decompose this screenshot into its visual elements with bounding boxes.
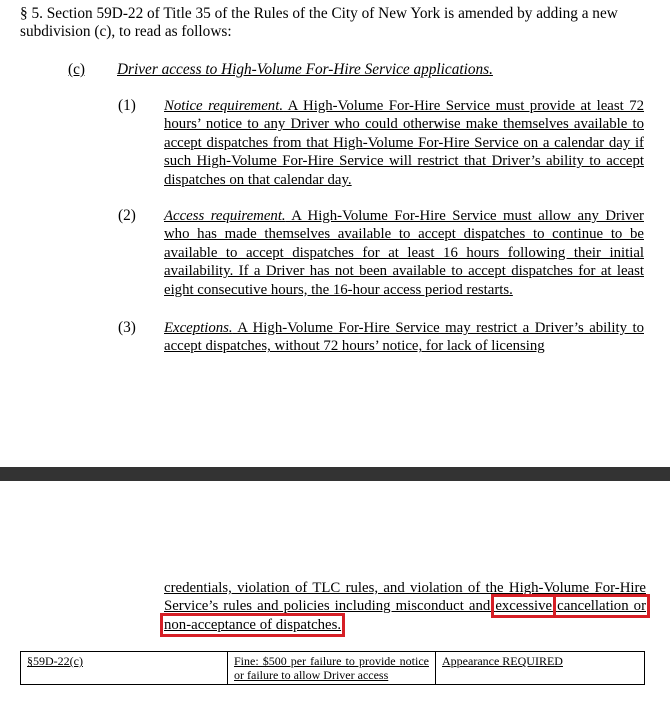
item-paragraph [164,319,644,356]
table-cell-appearance: Appearance REQUIRED [436,652,645,685]
item-body: A High-Volume For-Hire Service must allow any Driver who has made themselves available to accept dispatches to continue to be available to accept dispatches for at least 16 hours following their initial availability. If a Driver has not been available to accept dispatches for at least eight consecutive hours, the 16-hour access period restarts. [164,208,644,298]
penalty-table [20,651,645,685]
item-number: (1) [118,97,136,114]
item-lead: Access requirement. [164,208,286,224]
table-cell-rule: §59D-22(c) [21,652,228,685]
continuation-text: credentials, violation of TLC rules, and violation of the High-Volume For-Hire Service’s rules and policies including misconduct and [164,580,646,615]
item-lead: Exceptions. [164,320,233,336]
item-number: (2) [118,207,136,224]
page-break-bar [0,467,670,481]
item-body: A High-Volume For-Hire Service may restrict a Driver’s ability to accept dispatches, without 72 hours’ notice, for lack of licensing [164,320,644,355]
item-body: A High-Volume For-Hire Service must provide at least 72 hours’ notice to any Driver who could otherwise make themselves available to accept dispatches from that High-Volume For-Hire Service on a calendar day if such High-Volume For-Hire Service will restrict that Driver’s ability to accept dispatches on that calendar day. [164,98,645,188]
document-page-lower [0,481,670,713]
item-paragraph [164,97,644,189]
item-paragraph [164,207,644,299]
section-intro: § 5. Section 59D-22 of Title 35 of the Rules of the City of New York is amended by adding a new subdivision (c), to read as follows: [20,5,618,40]
item-number: (3) [118,319,136,336]
highlighted-text-cancellation[interactable]: cancellation or non-acceptance of dispatches. [164,598,646,633]
table-cell-fine: Fine: $500 per failure to provide notice or failure to allow Driver access [228,652,436,685]
subdivision-marker: (c) [68,61,85,78]
highlighted-text-excessive[interactable]: excessive [495,598,553,615]
continuation-paragraph [164,579,646,634]
table-row [21,652,645,685]
subdivision-heading: Driver access to High-Volume For-Hire Service applications. [117,61,493,78]
item-lead: Notice requirement. [164,98,284,114]
